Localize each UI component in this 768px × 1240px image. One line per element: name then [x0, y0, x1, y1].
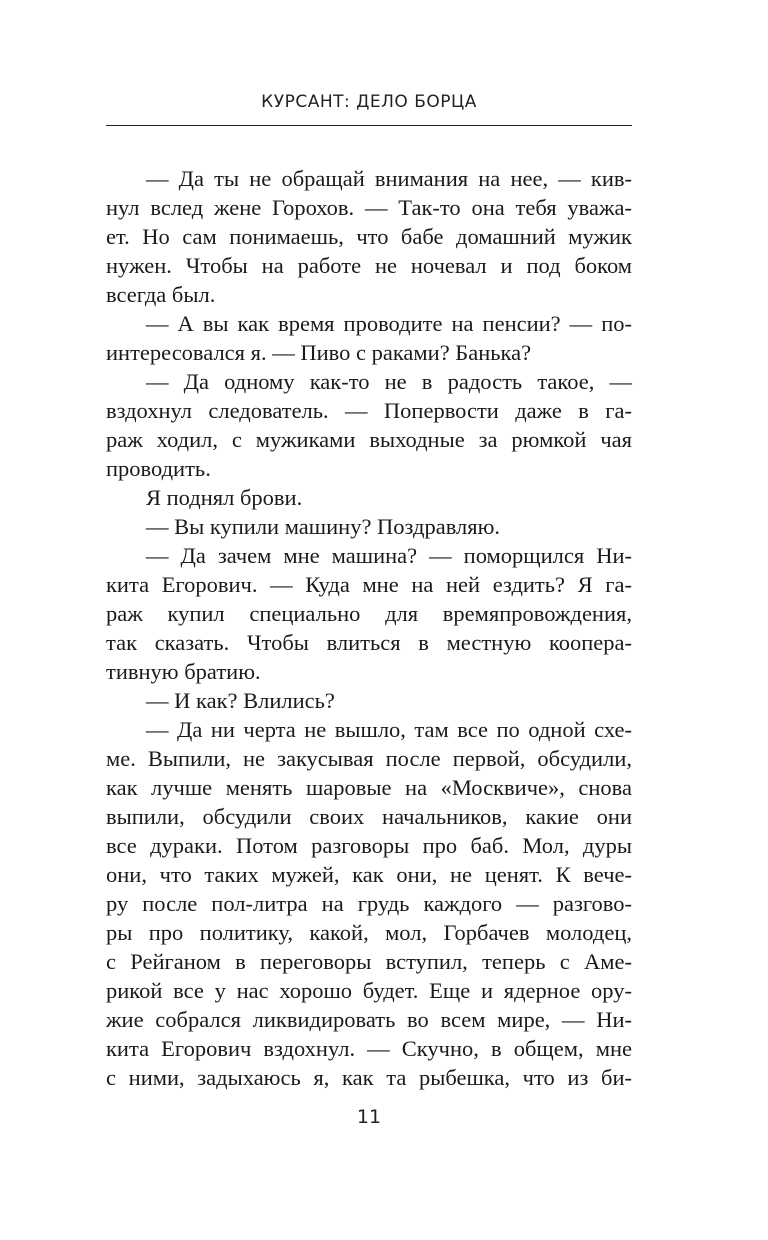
- text-line: ет. Но сам понимаешь, что бабе домашний мужик: [106, 224, 632, 249]
- text-line: — И как? Влились?: [146, 688, 335, 713]
- text-line: — Да ни черта не вышло, там все по одной схе-: [146, 717, 632, 742]
- text-line: Я поднял брови.: [146, 485, 303, 510]
- body-text: [106, 164, 632, 1092]
- text-line: нул вслед жене Горохов. — Так-то она тебя уважа-: [106, 195, 632, 220]
- running-head-title: КУРСАНТ: ДЕЛО БОРЦА: [261, 92, 477, 112]
- text-line: — Да ты не обращай внимания на нее, — кив-: [146, 166, 632, 191]
- text-line: с Рейганом в переговоры вступил, теперь с Аме-: [106, 949, 632, 974]
- text-line: тивную братию.: [106, 659, 261, 684]
- header-rule: [106, 125, 632, 126]
- text-line: ры про политику, какой, мол, Горбачев молодец,: [106, 920, 632, 945]
- text-line: вздохнул следователь. — Попервости даже в га-: [106, 398, 632, 423]
- text-line: — Да зачем мне машина? — поморщился Ни-: [146, 543, 632, 568]
- text-line: — А вы как время проводите на пенсии? — по-: [146, 311, 632, 336]
- text-line: — Вы купили машину? Поздравляю.: [146, 514, 501, 539]
- text-line: интересовался я. — Пиво с раками? Банька?: [106, 340, 532, 365]
- text-line: жие собрался ликвидировать во всем мире, — Ни-: [106, 1007, 632, 1032]
- text-line: кита Егорович. — Куда мне на ней ездить? Я га-: [106, 572, 632, 597]
- text-line: как лучше менять шаровые на «Москвиче», снова: [106, 775, 632, 800]
- text-line: всегда был.: [106, 282, 216, 307]
- text-line: кита Егорович вздохнул. — Скучно, в общем, мне: [106, 1036, 632, 1061]
- text-line: проводить.: [106, 456, 211, 481]
- text-line: ру после пол-литра на грудь каждого — разгово-: [106, 891, 632, 916]
- text-line: раж ходил, с мужиками выходные за рюмкой чая: [106, 427, 632, 452]
- text-line: с ними, задыхаюсь я, как та рыбешка, что из би-: [106, 1065, 632, 1090]
- text-line: так сказать. Чтобы влиться в местную коопера-: [106, 630, 632, 655]
- text-line: ме. Выпили, не закусывая после первой, обсудили,: [106, 746, 632, 771]
- text-line: нужен. Чтобы на работе не ночевал и под боком: [106, 253, 632, 278]
- page-number: 11: [356, 1106, 382, 1128]
- text-line: все дураки. Потом разговоры про баб. Мол, дуры: [106, 833, 632, 858]
- text-line: раж купил специально для времяпровождения,: [106, 601, 632, 626]
- text-line: — Да одному как-то не в радость такое, —: [146, 369, 632, 394]
- text-line: рикой все у нас хорошо будет. Еще и ядерное ору-: [106, 978, 632, 1003]
- text-line: они, что таких мужей, как они, не ценят. К вече-: [106, 862, 632, 887]
- text-line: выпили, обсудили своих начальников, какие они: [106, 804, 632, 829]
